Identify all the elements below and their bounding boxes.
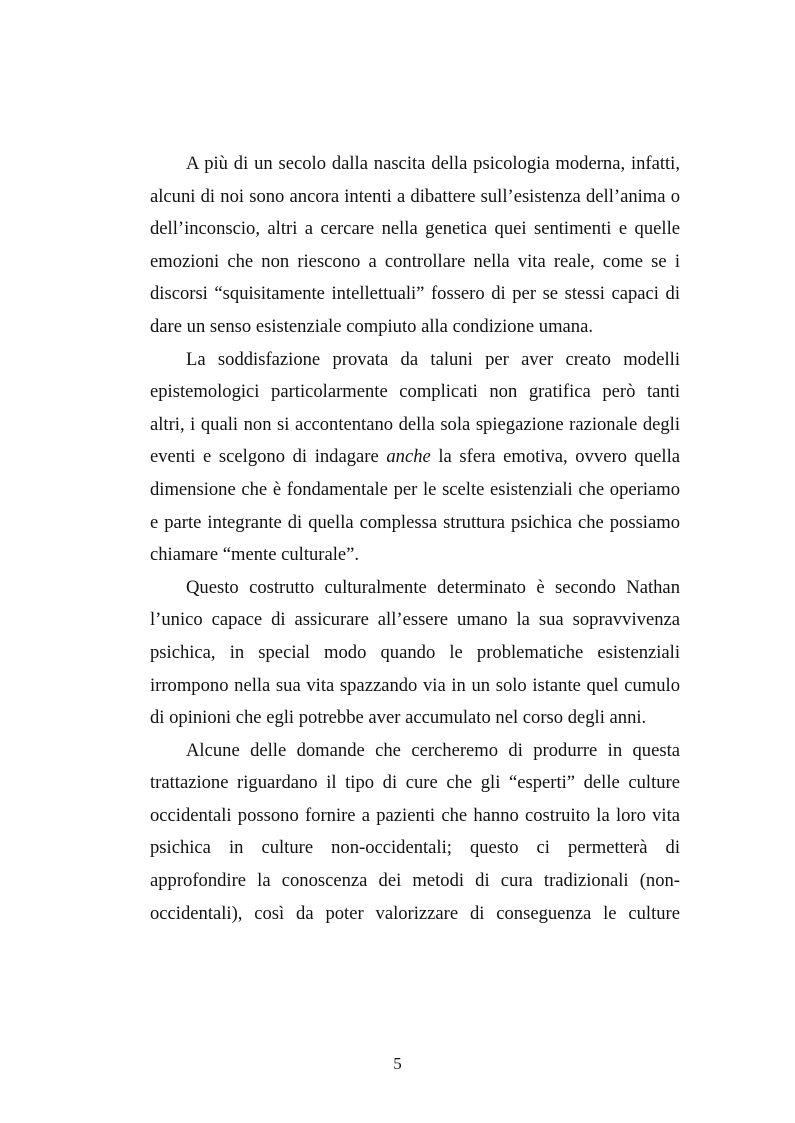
emphasis-word: anche — [386, 446, 431, 468]
body-text — [150, 148, 680, 930]
paragraph-line: emozioni che non riescono a controllare nella vita reale, come se i — [150, 250, 680, 272]
paragraph-line: epistemologici particolarmente complicati non gratifica però tanti — [150, 381, 680, 403]
paragraph-1 — [150, 148, 680, 344]
paragraph-line: La soddisfazione provata da taluni per aver creato modelli — [186, 348, 680, 370]
line-text-after: la sfera emotiva, ovvero quella — [430, 446, 680, 468]
paragraph-line: Alcune delle domande che cercheremo di produrre in questa — [186, 739, 680, 761]
paragraph-line: occidentali possono fornire a pazienti che hanno costruito la loro vita — [150, 804, 680, 826]
paragraph-line: occidentali), così da poter valorizzare di conseguenza le culture — [150, 902, 680, 924]
paragraph-line: psichica in culture non-occidentali; questo ci permetterà di — [150, 837, 680, 859]
paragraph-3 — [150, 572, 680, 735]
paragraph-line: alcuni di noi sono ancora intenti a dibattere sull’esistenza dell’anima o — [150, 185, 680, 207]
paragraph-2 — [150, 344, 680, 572]
paragraph-line: A più di un secolo dalla nascita della psicologia moderna, infatti, — [186, 153, 680, 174]
paragraph-4 — [150, 735, 680, 931]
paragraph-line: trattazione riguardano il tipo di cure che gli “esperti” delle culture — [150, 772, 680, 794]
paragraph-line: di opinioni che egli potrebbe aver accumulato nel corso degli anni. — [150, 707, 647, 729]
paragraph-line: altri, i quali non si accontentano della sola spiegazione razionale degli — [150, 413, 680, 435]
paragraph-line: dell’inconscio, altri a cercare nella genetica quei sentimenti e quelle — [150, 218, 680, 240]
paragraph-line: e parte integrante di quella complessa struttura psichica che possiamo — [150, 511, 680, 533]
paragraph-line: l’unico capace di assicurare all’essere umano la sua sopravvivenza — [150, 609, 680, 631]
paragraph-line: approfondire la conoscenza dei metodi di cura tradizionali (non- — [150, 870, 680, 892]
paragraph-line: psichica, in special modo quando le problematiche esistenziali — [150, 641, 680, 663]
page-number: 5 — [393, 1054, 402, 1073]
paragraph-line: chiamare “mente culturale”. — [150, 544, 360, 566]
paragraph-line: discorsi “squisitamente intellettuali” fossero di per se stessi capaci di — [150, 283, 680, 305]
paragraph-line: Questo costrutto culturalmente determinato è secondo Nathan — [186, 576, 680, 598]
line-text-before: eventi e scelgono di indagare — [150, 446, 387, 468]
paragraph-line: dimensione che è fondamentale per le scelte esistenziali che operiamo — [150, 478, 680, 500]
paragraph-line-with-emphasis — [150, 441, 680, 474]
paragraph-line: dare un senso esistenziale compiuto alla condizione umana. — [150, 315, 593, 337]
paragraph-line: irrompono nella sua vita spazzando via in un solo istante quel cumulo — [150, 674, 680, 696]
